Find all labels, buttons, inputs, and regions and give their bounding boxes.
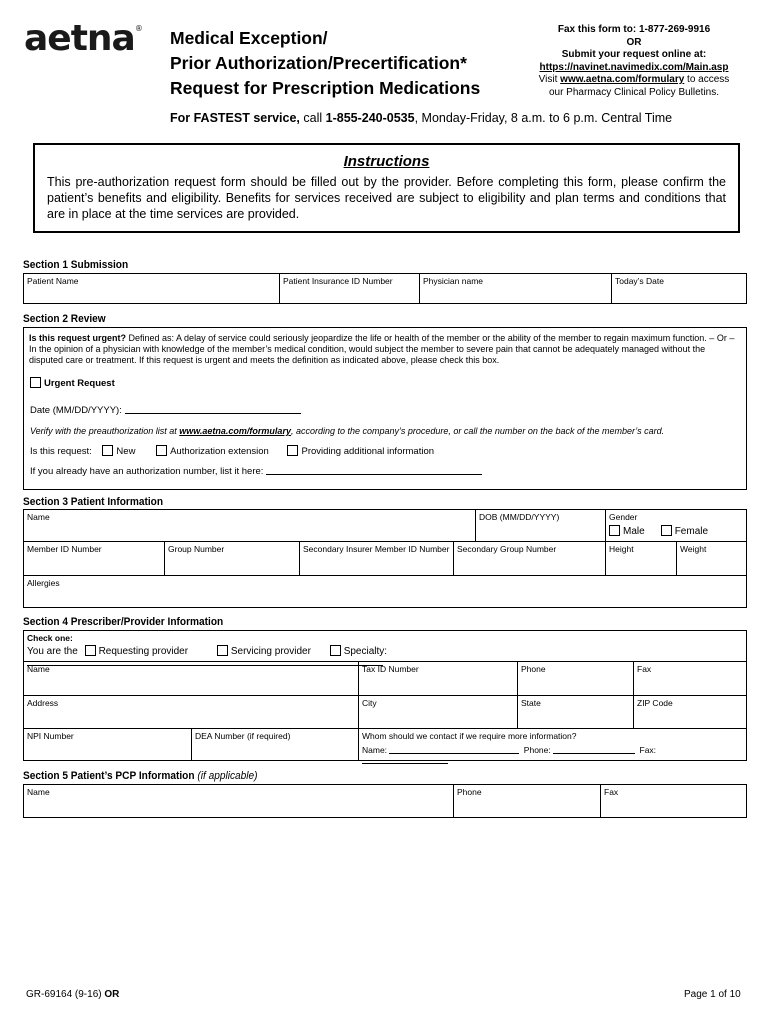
servicing-provider-checkbox[interactable] (217, 645, 228, 656)
specialty-label: Specialty: (343, 646, 388, 657)
request-extension-option[interactable] (156, 446, 269, 457)
section2-title: Section 2 Review (23, 313, 106, 325)
provider-name-field[interactable] (24, 662, 359, 696)
formulary-link[interactable]: www.aetna.com/formulary (560, 74, 685, 85)
title-line-3: Request for Prescription Medications (170, 78, 481, 98)
provider-phone-field[interactable] (518, 662, 634, 696)
section5-title-text: Section 5 Patient’s PCP Information (23, 770, 195, 782)
tax-id-field[interactable] (359, 662, 518, 696)
form-number (26, 989, 119, 1000)
male-label: Male (623, 526, 645, 537)
physician-name-label: Physician name (423, 276, 484, 286)
visit-suffix: to access (684, 74, 730, 85)
female-checkbox[interactable] (661, 525, 672, 536)
section3-title: Section 3 Patient Information (23, 496, 164, 508)
height-label: Height (609, 544, 634, 554)
requesting-provider-option[interactable] (85, 646, 189, 657)
patient-name-field[interactable] (24, 274, 280, 303)
group-number-field[interactable] (165, 542, 300, 576)
submit-online-label: Submit your request online at: (561, 49, 707, 60)
instructions-body: This pre-authorization request form should be filled out by the provider. Before completing this form, please confirm the patient’s benefits and eligibility. Benefits for services received are subject to eligibility and plan terms and conditions that are in place at the time services are provided. (47, 175, 726, 221)
visit-line (500, 74, 768, 87)
secondary-member-id-label: Secondary Insurer Member ID Number (303, 544, 450, 554)
service-hours: , Monday-Friday, 8 a.m. to 6 p.m. Central Time (414, 111, 673, 125)
requesting-provider-label: Requesting provider (98, 646, 189, 657)
section1-table (23, 273, 747, 304)
dob-field[interactable] (476, 510, 606, 542)
todays-date-label: Today’s Date (615, 276, 664, 286)
weight-field[interactable] (677, 542, 746, 576)
extension-label: Authorization extension (170, 446, 269, 457)
state-label: State (521, 698, 541, 708)
urgent-request-label: Urgent Request (44, 378, 115, 389)
specialty-checkbox[interactable] (330, 645, 341, 656)
contact-inputs (362, 745, 743, 765)
gender-field (606, 510, 746, 542)
contact-phone-input[interactable] (553, 753, 635, 754)
verify-formulary-link[interactable]: www.aetna.com/formulary (179, 426, 291, 436)
insurance-id-label: Patient Insurance ID Number (283, 276, 393, 286)
patient-full-name-label: Name (27, 512, 50, 522)
fastest-service-line (170, 111, 672, 125)
insurance-id-field[interactable] (280, 274, 420, 303)
bulletins-text: our Pharmacy Clinical Policy Bulletins. (548, 86, 720, 98)
city-label: City (362, 698, 377, 708)
female-option[interactable] (661, 526, 708, 537)
urgent-request-option[interactable] (30, 377, 115, 389)
title-line-1: Medical Exception/ (170, 28, 328, 48)
member-id-label: Member ID Number (27, 544, 102, 554)
gender-options (609, 525, 743, 537)
zip-label: ZIP Code (637, 698, 673, 708)
auth-number-input[interactable] (266, 474, 482, 475)
secondary-group-label: Secondary Group Number (457, 544, 557, 554)
navinet-link[interactable]: https://navinet.navimedix.com/Main.asp (539, 61, 729, 73)
dob-label: DOB (MM/DD/YYYY) (479, 512, 560, 522)
tax-id-label: Tax ID Number (362, 664, 419, 674)
contact-name-label: Name: (362, 745, 388, 755)
or-label: OR (626, 36, 642, 48)
new-checkbox[interactable] (102, 445, 113, 456)
request-type-label: Is this request: (30, 446, 92, 457)
male-checkbox[interactable] (609, 525, 620, 536)
member-id-field[interactable] (24, 542, 165, 576)
contact-name-input[interactable] (389, 753, 519, 754)
allergies-field[interactable] (24, 576, 746, 607)
section4-table (23, 630, 747, 761)
height-field[interactable] (606, 542, 677, 576)
section5-title (23, 770, 258, 782)
weight-label: Weight (680, 544, 707, 554)
additional-info-checkbox[interactable] (287, 445, 298, 456)
dea-field[interactable] (192, 729, 359, 760)
pcp-name-field[interactable] (24, 785, 454, 817)
form-number-text: GR-69164 (9-16) (26, 989, 105, 1000)
urgent-date-label: Date (MM/DD/YYYY): (30, 405, 122, 416)
urgent-request-checkbox[interactable] (30, 377, 41, 388)
service-phone: 1-855-240-0535 (325, 111, 415, 125)
verify-prefix: Verify with the preauthorization list at (30, 426, 180, 436)
registered-mark: ® (134, 24, 142, 33)
npi-label: NPI Number (27, 731, 74, 741)
pcp-phone-label: Phone (457, 787, 482, 797)
section3-table (23, 509, 747, 608)
auth-number-label: If you already have an authorization number, list it here: (30, 466, 264, 477)
section2-box (23, 327, 747, 490)
servicing-provider-option[interactable] (217, 646, 311, 657)
form-state-suffix: OR (104, 989, 120, 1000)
instructions-box (33, 143, 740, 233)
male-option[interactable] (609, 526, 645, 537)
provider-name-label: Name (27, 664, 50, 674)
pcp-phone-field[interactable] (454, 785, 601, 817)
urgent-definition (29, 333, 741, 366)
provider-fax-field[interactable] (634, 662, 746, 696)
pcp-fax-label: Fax (604, 787, 619, 797)
state-field[interactable] (518, 696, 634, 729)
secondary-member-id-field[interactable] (300, 542, 454, 576)
fax-number: Fax this form to: 1-877-269-9916 (557, 24, 711, 35)
urgent-date-row (30, 405, 301, 416)
section5-table (23, 784, 747, 818)
servicing-provider-label: Servicing provider (230, 646, 311, 657)
npi-field[interactable] (24, 729, 192, 760)
section5-title-suffix: (if applicable) (197, 770, 258, 782)
contact-fax-input[interactable] (362, 763, 448, 764)
contact-field (359, 729, 746, 760)
page-number: Page 1 of 10 (684, 989, 741, 1000)
contact-question: Whom should we contact if we require more information? (362, 731, 577, 741)
pcp-name-label: Name (27, 787, 50, 797)
address-label: Address (27, 698, 59, 708)
you-are-label: You are the (27, 646, 78, 657)
request-type-row (30, 445, 434, 457)
gender-label: Gender (609, 512, 638, 522)
new-label: New (116, 446, 136, 457)
call-text: call (299, 111, 326, 125)
allergies-label: Allergies (27, 578, 60, 588)
instructions-title: Instructions (343, 153, 430, 170)
patient-full-name-field[interactable] (24, 510, 476, 542)
pcp-fax-field[interactable] (601, 785, 746, 817)
provider-phone-label: Phone (521, 664, 546, 674)
urgent-question: Is this request urgent? (29, 333, 127, 343)
city-field[interactable] (359, 696, 518, 729)
submission-info (500, 24, 768, 99)
group-number-label: Group Number (168, 544, 225, 554)
title-line-2: Prior Authorization/Precertification* (170, 53, 467, 73)
visit-prefix: Visit (538, 74, 561, 85)
urgent-definition-text: Defined as: A delay of service could seriously jeopardize the life or health of the member or the ability of the member to regain maximum function. – Or – In the opinion of a physician with knowledge of the member’s medical condition, would subject the member to severe pain that cannot be adequately managed without the disputed care or treatment. If this request is urgent and meets the definition as indicated above, please check this box. (29, 333, 735, 365)
patient-name-label: Patient Name (27, 276, 79, 286)
extension-checkbox[interactable] (156, 445, 167, 456)
request-new-option[interactable] (102, 446, 135, 457)
provider-fax-label: Fax (637, 664, 652, 674)
logo-text: aetna (24, 18, 135, 59)
verify-line (30, 426, 664, 437)
requesting-provider-checkbox[interactable] (85, 645, 96, 656)
contact-fax-label: Fax: (639, 745, 657, 755)
provider-type-row (24, 631, 746, 662)
zip-field[interactable] (634, 696, 746, 729)
secondary-group-field[interactable] (454, 542, 606, 576)
todays-date-field[interactable] (612, 274, 746, 303)
check-one-label: Check one: (27, 633, 73, 643)
verify-suffix: , according to the company’s procedure, or call the number on the back of the member’s card. (290, 426, 665, 436)
female-label: Female (674, 526, 709, 537)
contact-phone-label: Phone: (523, 745, 551, 755)
fastest-label: For FASTEST service, (170, 111, 300, 125)
section1-title: Section 1 Submission (23, 259, 129, 271)
section4-title: Section 4 Prescriber/Provider Information (23, 616, 224, 628)
physician-name-field[interactable] (420, 274, 612, 303)
request-additional-option[interactable] (287, 446, 434, 457)
address-field[interactable] (24, 696, 359, 729)
auth-number-row (30, 466, 482, 477)
additional-info-label: Providing additional information (301, 446, 435, 457)
aetna-logo (24, 18, 142, 59)
form-title (170, 26, 480, 101)
dea-label: DEA Number (if required) (195, 731, 291, 741)
urgent-date-input[interactable] (125, 413, 301, 414)
